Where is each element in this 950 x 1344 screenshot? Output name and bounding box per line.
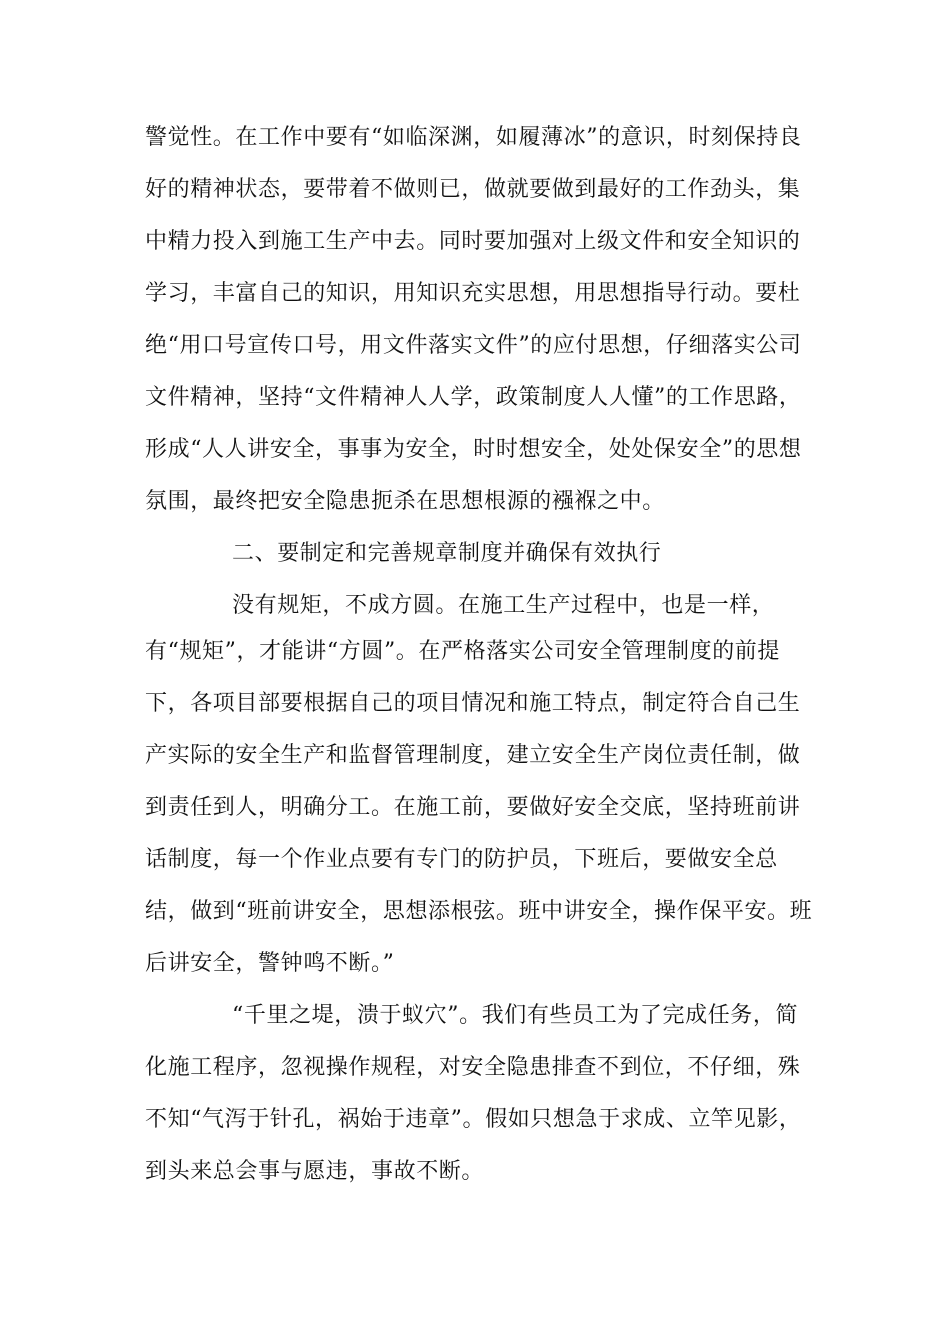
paragraph1-line-7: 形成“人人讲安全，事事为安全，时时想安全，处处保安全”的思想 [145,437,802,462]
paragraph2-line-3: 下，各项目部要根据自己的项目情况和施工特点，制定符合自己生 [145,691,801,716]
paragraph3-line-1: “千里之堤，溃于蚁穴”。我们有些员工为了完成任务，简 [232,1003,799,1028]
paragraph3-line-2: 化施工程序，忽视操作规程，对安全隐患排查不到位，不仔细，殊 [145,1055,801,1080]
paragraph1-line-5: 绝“用口号宣传口号，用文件落实文件”的应付思想，仔细落实公司 [145,333,802,358]
paragraph2-line-6: 话制度，每一个作业点要有专门的防护员，下班后，要做安全总 [145,847,778,872]
paragraph2-line-5: 到责任到人，明确分工。在施工前，要做好安全交底，坚持班前讲 [145,795,801,820]
paragraph1-line-4: 学习，丰富自己的知识，用知识充实思想，用思想指导行动。要杜 [145,281,801,306]
paragraph1-line-3: 中精力投入到施工生产中去。同时要加强对上级文件和安全知识的 [145,229,801,254]
paragraph2-line-2: 有“规矩”，才能讲“方圆”。在严格落实公司安全管理制度的前提 [145,639,780,664]
paragraph3-line-4: 到头来总会事与愿违，事故不断。 [145,1159,485,1184]
paragraph2-line-1: 没有规矩，不成方圆。在施工生产过程中，也是一样， [232,593,775,618]
paragraph1-line-6: 文件精神，坚持“文件精神人人学，政策制度人人懂”的工作思路， [145,385,802,410]
paragraph3-line-3: 不知“气泻于针孔，祸始于违章”。假如只想急于求成、立竿见影， [145,1107,802,1132]
paragraph1-line-8: 氛围，最终把安全隐患扼杀在思想根源的襁褓之中。 [145,489,665,514]
paragraph2-line-4: 产实际的安全生产和监督管理制度，建立安全生产岗位责任制，做 [145,743,801,768]
paragraph1-line-2: 好的精神状态，要带着不做则已，做就要做到最好的工作劲头，集 [145,177,801,202]
section-heading: 二、要制定和完善规章制度并确保有效执行 [232,541,662,566]
paragraph2-line-7: 结，做到“班前讲安全，思想添根弦。班中讲安全，操作保平安。班 [145,899,813,924]
paragraph2-line-8: 后讲安全，警钟鸣不断。” [145,951,395,976]
paragraph1-line-1: 警觉性。在工作中要有“如临深渊，如履薄冰”的意识，时刻保持良 [145,125,802,150]
